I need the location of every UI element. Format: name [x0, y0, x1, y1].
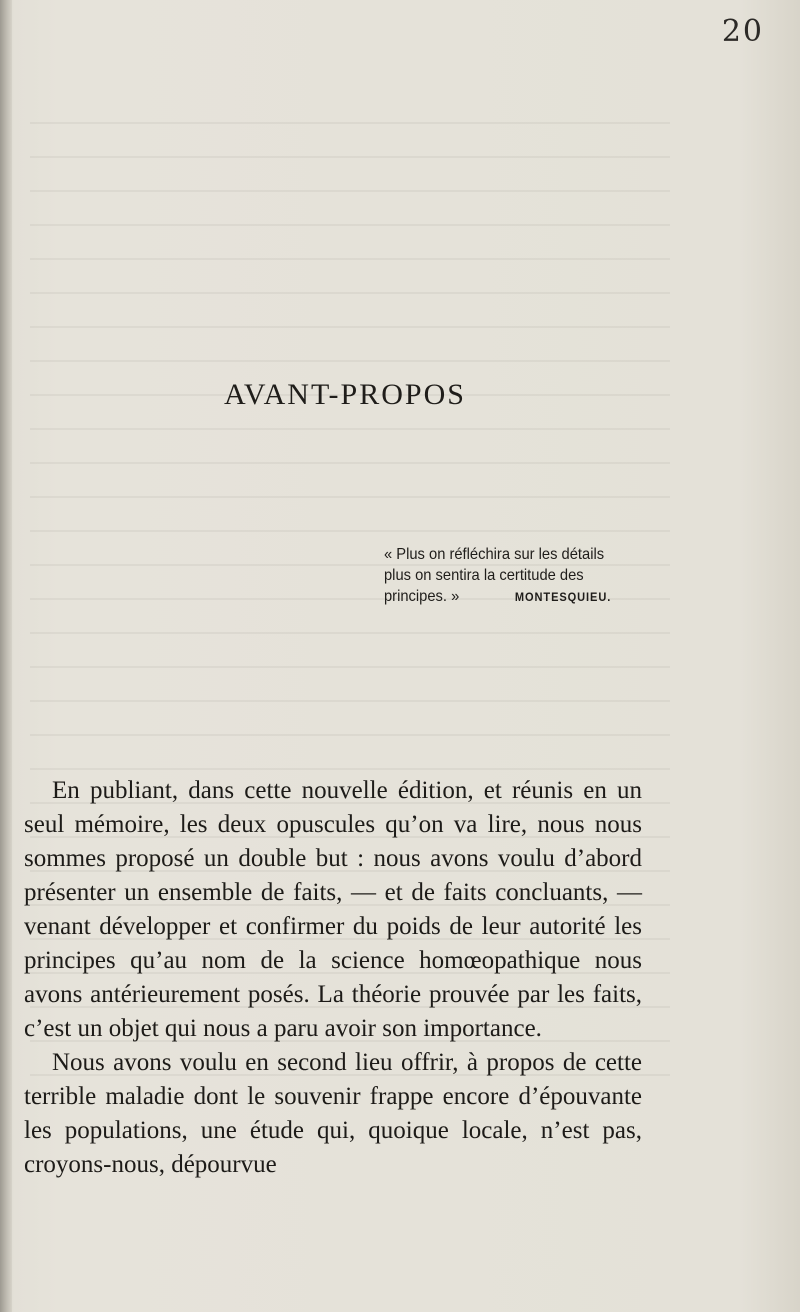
epigraph	[384, 544, 634, 608]
paragraph-1: En publiant, dans cette nouvelle édition, et réunis en un seul mémoire, les deux opuscules qu’on va lire, nous nous sommes proposé un double but : nous avons voulu d’abord présenter un ensemble de faits, — et de faits concluants, — venant développer et confirmer du poids de leur autorité les principes qu’au nom de la science homœopathique nous avons antérieurement posés. La théorie prouvée par les faits, c’est un objet qui nous a paru avoir son importance.	[24, 777, 642, 1042]
body-text	[24, 774, 642, 1182]
page-number: 20	[721, 14, 764, 49]
epigraph-quote: « Plus on réfléchira sur les détails plus on sentira la certitude des principes. »	[384, 546, 605, 605]
epigraph-author: MONTESQUIEU.	[514, 590, 612, 604]
book-spine-shadow	[0, 0, 12, 1312]
chapter-title: AVANT-PROPOS	[224, 378, 466, 411]
paragraph-2: Nous avons voulu en second lieu offrir, à propos de cette terrible maladie dont le souvenir frappe encore d’épouvante les populations, une étude qui, quoique locale, n’est pas, croyons-nous, dépourvue	[24, 1049, 642, 1178]
